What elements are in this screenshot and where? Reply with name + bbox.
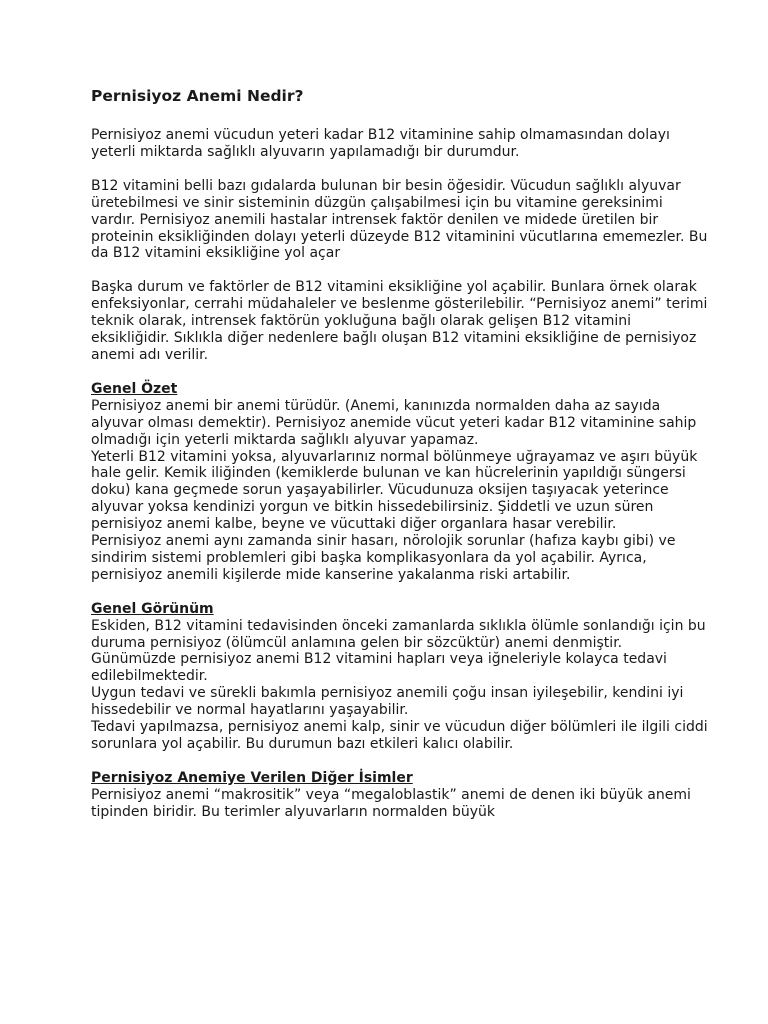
intro-paragraph: Başka durum ve faktörler de B12 vitamini eksikliğine yol açabilir. Bunlara örnek olarak enfeksiyonlar, cerrahi müdahaleler ve beslenme gösterilebilir. “Pernisiyoz anemi” terimi teknik olarak, intrensek faktörün yokluğuna bağlı olarak gelişen B12 vitamini eksikliğidir. Sıklıkla diğer nedenlere bağlı oluşan B12 vitamini eksikliğine de pernisiyoz anemi adı verilir. bbox=[91, 279, 708, 363]
section-paragraph: Pernisiyoz anemi “makrositik” veya “megaloblastik” anemi de denen iki büyük anemi tipinden biridir. Bu terimler alyuvarların normalden büyük bbox=[91, 786, 691, 820]
page-title: Pernisiyoz Anemi Nedir? bbox=[91, 87, 304, 105]
intro-paragraph: B12 vitamini belli bazı gıdalarda bulunan bir besin öğesidir. Vücudun sağlıklı alyuvar üretebilmesi ve sinir sisteminin düzgün çalışabilmesi için bu vitamine gereksinimi vardır. Pernisiyoz anemili hastalar intrensek faktör denilen ve midede üretilen bir proteinin eksikliğinden dolayı yeterli düzeyde B12 vitaminini vücutlarına ememezler. Bu da B12 vitamini eksikliğine yol açar bbox=[91, 177, 708, 262]
intro-paragraph: Pernisiyoz anemi vücudun yeteri kadar B12 vitaminine sahip olmamasından dolayı yeterli miktarda sağlıklı alyuvarın yapılamadığı bir durumdur. bbox=[91, 127, 670, 160]
section-heading: Genel Özet bbox=[91, 380, 178, 397]
section-paragraph: Yeterli B12 vitamini yoksa, alyuvarlarınız normal bölünmeye uğrayamaz ve aşırı büyük hale gelir. Kemik iliğinden (kemiklerde bulunan ve kan hücrelerinin yapıldığı süngersi doku) kana geçmede sorun yaşayabilirler. Vücudunuza oksijen taşıyacak yeterince alyuvar yoksa kendinizi yorgun ve bitkin hissedebilirsiniz. Şiddetli ve uzun süren pernisiyoz anemi kalbe, beyne ve vücuttaki diğer organlara hasar verebilir. bbox=[91, 448, 698, 533]
section-heading: Pernisiyoz Anemiye Verilen Diğer İsimler bbox=[91, 769, 413, 786]
section-heading: Genel Görünüm bbox=[91, 600, 214, 617]
section-paragraph: Uygun tedavi ve sürekli bakımla pernisiyoz anemili çoğu insan iyileşebilir, kendini iyi hissedebilir ve normal hayatlarını yaşayabilir. bbox=[91, 685, 684, 719]
section-genel-ozet bbox=[91, 381, 708, 584]
section-diger-isimler bbox=[91, 770, 708, 821]
section-paragraph: Pernisiyoz anemi bir anemi türüdür. (Anemi, kanınızda normalden daha az sayıda alyuvar olması demektir). Pernisiyoz anemide vücut yeteri kadar B12 vitaminine sahip olmadığı için yeterli miktarda sağlıklı alyuvar yapamaz. bbox=[91, 397, 697, 448]
section-paragraph: Eskiden, B12 vitamini tedavisinden önceki zamanlarda sıklıkla ölümle sonlandığı için bu duruma pernisiyoz (ölümcül anlamına gelen bir sözcüktür) anemi denmiştir. Günümüzde pernisiyoz anemi B12 vitamini hapları veya iğneleriyle kolayca tedavi edilebilmektedir. bbox=[91, 617, 706, 685]
section-paragraph: Pernisiyoz anemi aynı zamanda sinir hasarı, nörolojik sorunlar (hafıza kaybı gibi) ve sindirim sistemi problemleri gibi başka komplikasyonlara da yol açabilir. Ayrıca, pernisiyoz anemili kişilerde mide kanserine yakalanma riski artabilir. bbox=[91, 533, 676, 583]
section-paragraph: Tedavi yapılmazsa, pernisiyoz anemi kalp, sinir ve vücudun diğer bölümleri ile ilgili ciddi sorunlara yol açabilir. Bu durumun bazı etkileri kalıcı olabilir. bbox=[91, 719, 708, 752]
section-genel-gorunum bbox=[91, 601, 708, 753]
